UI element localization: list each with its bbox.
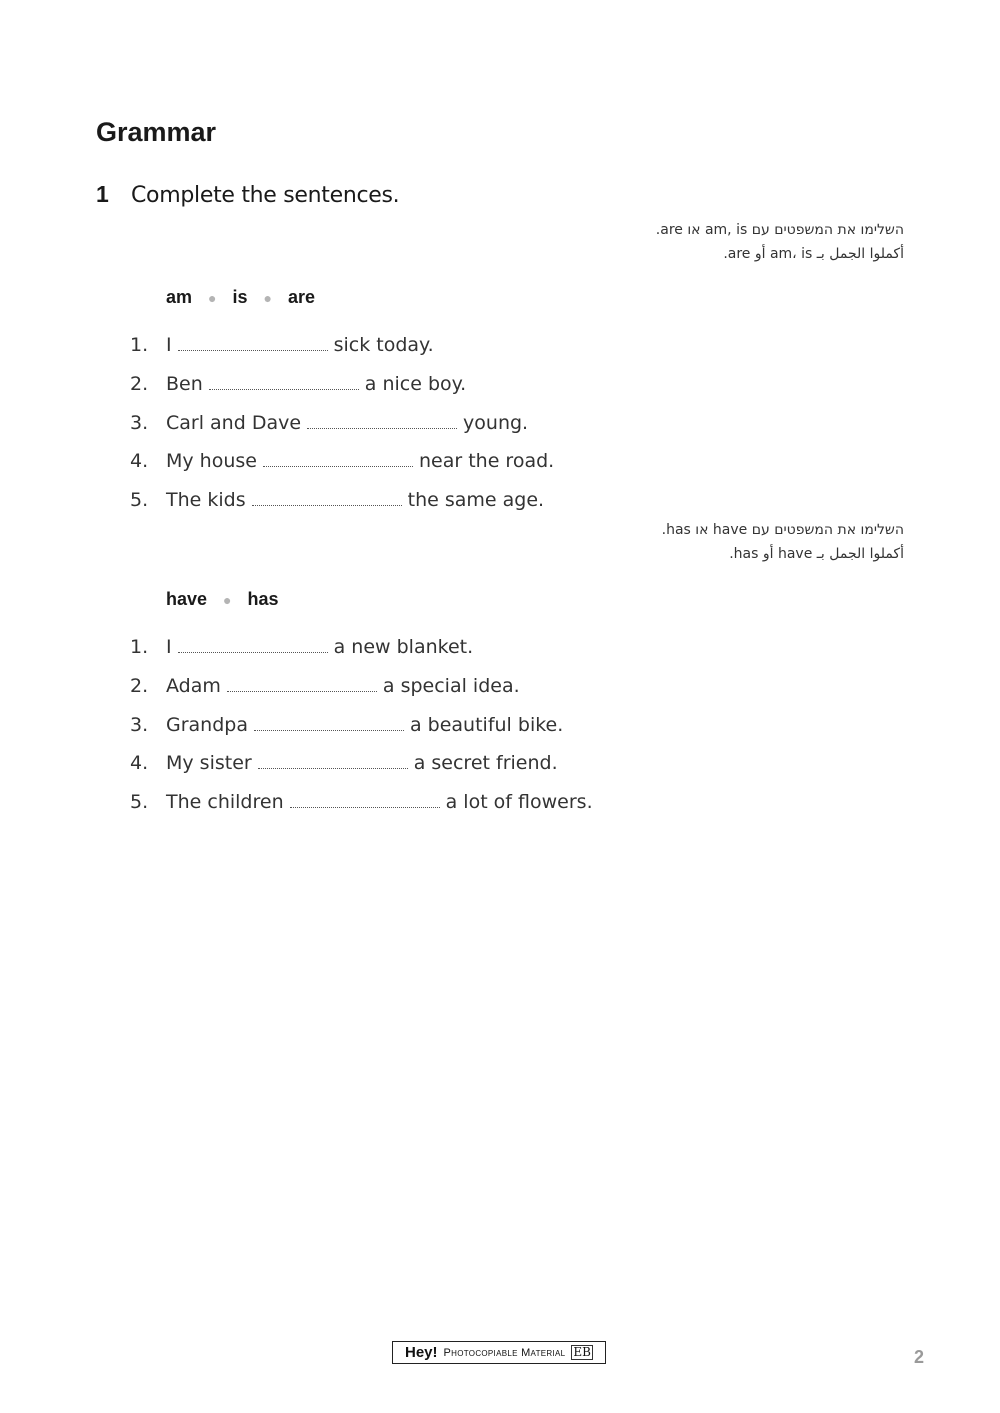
answer-blank[interactable] <box>209 387 359 390</box>
section2-instructions <box>662 518 904 566</box>
item-text-before: My sister <box>166 752 252 775</box>
item-text-before: The children <box>166 791 284 814</box>
exercise-item <box>130 334 554 373</box>
exercise-item <box>130 675 593 714</box>
item-text-before: Ben <box>166 372 203 395</box>
photocopiable-footer-box <box>392 1341 606 1364</box>
instruction-hebrew: השלימו את המשפטים עם have או has. <box>661 522 904 538</box>
wordbank-word: is <box>232 287 248 307</box>
exercise-item <box>130 489 554 528</box>
exercise-title: Complete the sentences. <box>131 183 400 208</box>
item-number: 5. <box>130 489 149 512</box>
exercise-item <box>130 714 593 753</box>
item-text-before: I <box>166 636 172 658</box>
item-number: 4. <box>130 450 149 473</box>
wordbank-word: have <box>166 589 208 609</box>
photocopiable-label: Photocopiable Material <box>443 1346 566 1359</box>
item-text-before: My house <box>166 450 257 473</box>
item-number: 1. <box>130 636 149 658</box>
item-text-after: near the road. <box>418 450 555 473</box>
exercise-item <box>130 636 593 675</box>
exercise-list-2 <box>130 636 593 830</box>
item-number: 1. <box>130 334 149 356</box>
item-number: 4. <box>130 752 149 775</box>
item-text-before: Adam <box>166 674 221 697</box>
bullet-separator-icon: ● <box>223 591 232 608</box>
exercise-item <box>130 450 554 489</box>
item-text-before: Carl and Dave <box>166 411 302 434</box>
item-number: 3. <box>130 713 149 736</box>
page-heading: Grammar <box>96 117 217 147</box>
item-text-after: a special idea. <box>382 674 520 697</box>
item-text-before: The kids <box>166 489 246 512</box>
answer-blank[interactable] <box>178 348 328 351</box>
instruction-hebrew: השלימו את המשפטים עם am, is או are. <box>655 222 904 238</box>
exercise-item <box>130 791 593 830</box>
exercise-list-1 <box>130 334 554 528</box>
item-text-after: a nice boy. <box>364 372 467 395</box>
item-text-after: a new blanket. <box>333 636 474 658</box>
wordbank-2 <box>166 589 279 610</box>
item-text-after: a secret friend. <box>413 752 558 775</box>
answer-blank[interactable] <box>178 650 328 653</box>
item-text-after: sick today. <box>333 334 434 356</box>
bullet-separator-icon: ● <box>208 289 217 306</box>
wordbank-word: am <box>166 287 193 307</box>
item-text-after: a lot of flowers. <box>445 791 593 814</box>
section1-instructions <box>656 218 904 266</box>
answer-blank[interactable] <box>263 464 413 467</box>
exercise-item <box>130 752 593 791</box>
answer-blank[interactable] <box>252 503 402 506</box>
page-number: 2 <box>914 1347 925 1367</box>
publisher-logo-icon: EB <box>573 1345 591 1359</box>
wordbank-word: has <box>247 589 279 609</box>
item-text-after: the same age. <box>407 489 545 512</box>
bullet-separator-icon: ● <box>263 289 272 306</box>
wordbank-1 <box>166 287 315 308</box>
item-number: 5. <box>130 791 149 814</box>
exercise-header <box>96 181 399 208</box>
exercise-item <box>130 412 554 451</box>
item-text-after: a beautiful bike. <box>409 713 564 736</box>
answer-blank[interactable] <box>227 689 377 692</box>
answer-blank[interactable] <box>290 805 440 808</box>
exercise-item <box>130 373 554 412</box>
answer-blank[interactable] <box>258 766 408 769</box>
item-number: 2. <box>130 674 149 697</box>
item-text-before: Grandpa <box>166 713 248 736</box>
answer-blank[interactable] <box>254 728 404 731</box>
wordbank-word: are <box>287 287 315 307</box>
item-text-before: I <box>166 334 172 356</box>
item-number: 3. <box>130 411 149 434</box>
exercise-number: 1 <box>96 181 109 207</box>
instruction-arabic: أكملوا الجمل بـ am، is أو are. <box>723 246 904 262</box>
item-text-after: young. <box>463 411 529 434</box>
answer-blank[interactable] <box>307 426 457 429</box>
instruction-arabic: أكملوا الجمل بـ have أو has. <box>729 546 904 562</box>
brand-label: Hey! <box>405 1344 438 1361</box>
item-number: 2. <box>130 372 149 395</box>
